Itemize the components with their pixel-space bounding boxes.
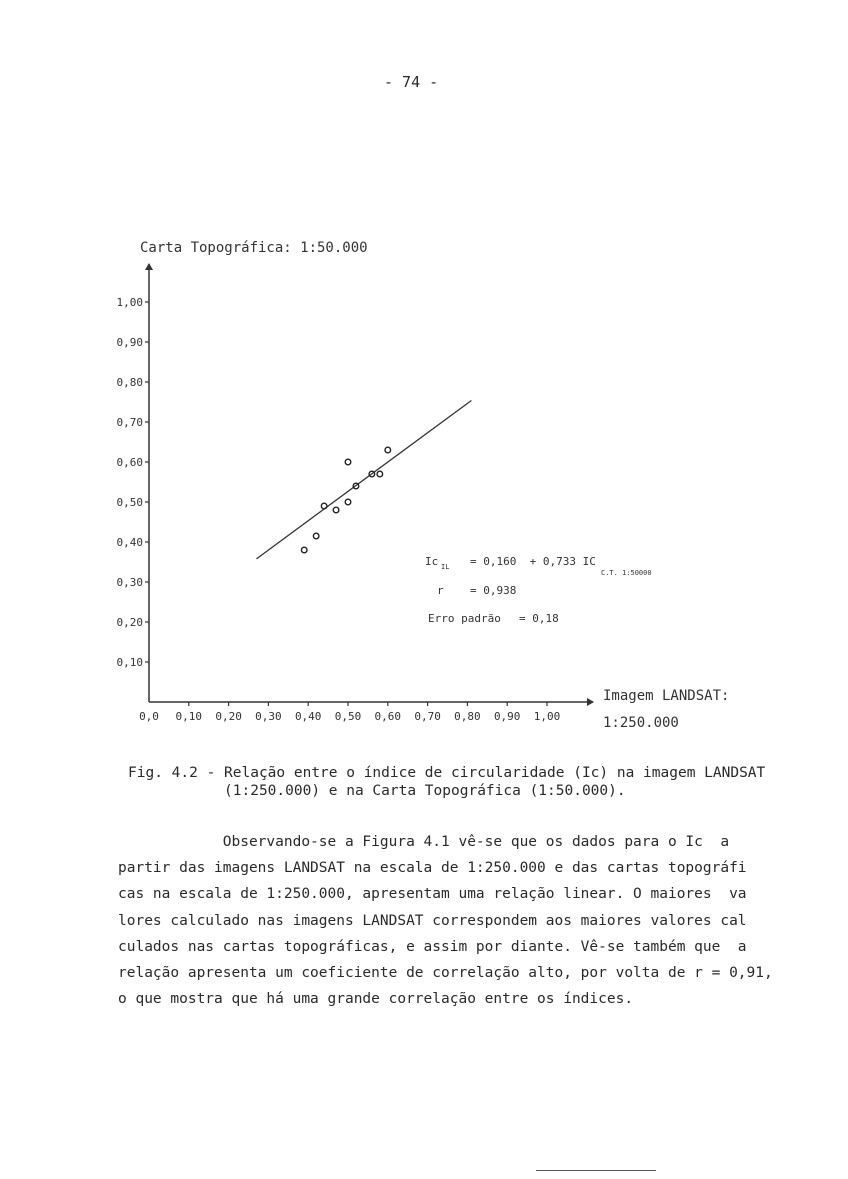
body-line: cas na escala de 1:250.000, apresentam uma relação linear. O maiores va	[118, 886, 747, 903]
x-tick-label: 0,40	[294, 710, 322, 723]
caption-line-1: Fig. 4.2 - Relação entre o índice de circularidade (Ic) na imagem LANDSAT	[128, 765, 766, 781]
x-tick-label: 0,70	[414, 710, 441, 723]
x-axis-title-line1: Imagem LANDSAT:	[603, 688, 730, 704]
x-axis-title-line2: 1:250.000	[603, 715, 679, 731]
y-tick-label: 0,60	[116, 456, 143, 469]
y-axis-title: Carta Topográfica: 1:50.000	[140, 240, 368, 256]
y-tick-label: 0,50	[116, 496, 143, 509]
y-tick-label: 0,20	[116, 616, 143, 629]
x-tick-label: 0,0	[139, 710, 159, 723]
data-point	[301, 547, 307, 553]
x-tick-label: 0,60	[374, 710, 402, 723]
y-tick-label: 0,90	[116, 336, 143, 349]
data-point	[377, 471, 383, 477]
x-tick-label: 1,00	[533, 710, 561, 723]
equation-lhs: Ic	[425, 555, 439, 568]
data-point	[321, 503, 327, 509]
data-point	[385, 447, 391, 453]
regression-equation	[425, 555, 652, 625]
body-line: lores calculado nas imagens LANDSAT correspondem aos maiores valores cal	[118, 912, 747, 929]
body-line: o que mostra que há uma grande correlação entre os índices.	[118, 991, 634, 1008]
y-tick-label: 0,70	[116, 416, 143, 429]
x-tick-label: 0,10	[175, 710, 203, 723]
data-point	[345, 499, 351, 505]
erro-padrao-label: Erro padrão	[428, 612, 501, 625]
regression-line	[256, 401, 471, 559]
body-paragraph	[118, 829, 773, 1012]
data-point	[333, 507, 339, 513]
erro-padrao-value: = 0,18	[519, 612, 559, 625]
y-tick-label: 0,40	[116, 536, 143, 549]
x-tick-label: 0,50	[334, 710, 362, 723]
y-tick-label: 1,00	[116, 296, 143, 309]
data-point	[313, 533, 319, 539]
figure-caption	[128, 764, 765, 800]
equation-rhs-subscript: C.T. 1:50000	[601, 569, 652, 577]
y-tick-label: 0,10	[116, 656, 143, 669]
equation-lhs-subscript: IL	[441, 563, 450, 571]
x-tick-label: 0,80	[454, 710, 481, 723]
body-line: Observando-se a Figura 4.1 vê-se que os dados para o Ic a	[118, 834, 730, 850]
body-line: partir das imagens LANDSAT na escala de 1:250.000 e das cartas topográfi	[118, 860, 747, 877]
data-point	[345, 459, 351, 465]
x-tick-label: 0,30	[255, 710, 282, 723]
body-line: culados nas cartas topográficas, e assim por diante. Vê-se também que a	[118, 938, 747, 955]
footer-rule	[536, 1170, 656, 1171]
x-tick-label: 0,90	[493, 710, 521, 723]
r-label: r	[437, 584, 444, 597]
x-tick-label: 0,20	[215, 710, 242, 723]
y-tick-label: 0,30	[116, 576, 143, 589]
caption-line-2: (1:250.000) e na Carta Topográfica (1:50.000).	[128, 783, 626, 799]
page-number: - 74 -	[384, 73, 439, 91]
body-line: relação apresenta um coeficiente de correlação alto, por volta de r = 0,91,	[118, 964, 773, 981]
equation-rhs: = 0,160 + 0,733 IC	[470, 555, 596, 568]
y-tick-label: 0,80	[116, 376, 143, 389]
r-value: = 0,938	[470, 584, 517, 597]
